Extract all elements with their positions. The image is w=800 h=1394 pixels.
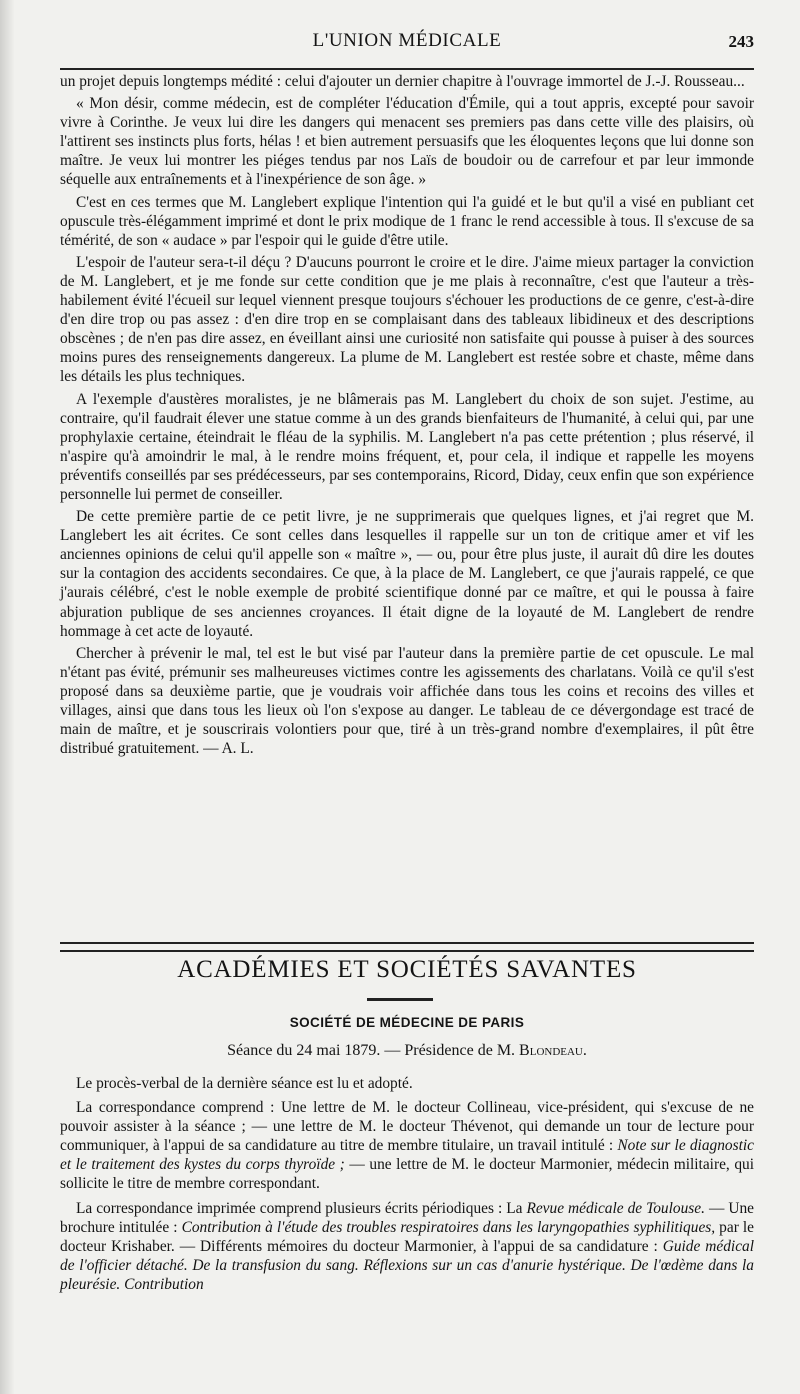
header-rule — [60, 68, 754, 70]
correspondence-text: — Une brochure intitulée : — [60, 1199, 754, 1236]
brochure-title: Contribution à l'étude des troubles respiratoires dans les laryngopathies syphilitiques, — [181, 1218, 716, 1236]
review-paragraph: un projet depuis longtemps médité : celui d'ajouter un dernier chapitre à l'ouvrage immortel de J.-J. Rousseau... — [60, 73, 745, 90]
correspondence-text: — une lettre de M. le docteur Marmonier, médecin militaire, qui sollicite le titre de membre correspondant. — [60, 1156, 754, 1193]
title-rule — [367, 998, 433, 1001]
minutes-paragraph — [60, 1199, 754, 1294]
memoir-titles: Guide médical de l'officier détaché. De la transfusion du sang. Réflexions sur un cas d'anurie hystérique. De l'œdème dans la pleurésie. Contribution — [60, 1237, 754, 1293]
page-header — [60, 30, 754, 64]
journal-title: Revue médicale de Toulouse. — [526, 1199, 705, 1217]
correspondence-text: La correspondance comprend : Une lettre de M. le docteur Collineau, vice-président, qui s'excuse de ne pouvoir assister à la séance ; — une lettre de M. le docteur Thévenot, qui demande un tour de lecture pour communiquer, à l'appui de sa candidature au titre de membre titulaire, un travail intitulé : — [60, 1099, 754, 1155]
work-title: Note sur le diagnostic et le traitement des kystes du corps thyroïde ; — [60, 1137, 754, 1174]
session-line — [60, 1042, 754, 1060]
review-paragraph: De cette première partie de ce petit livre, je ne supprimerais que quelques lignes, et j'ai regret que M. Langlebert les ait écrites. Ce sont celles dans lesquelles il rappelle sur un ton de critique amer et vif les anciennes opinions de celui qu'il appelle son « maître », — ou, pour être plus juste, il aurait dû dire les doutes sur la contagion des accidents secondaires. Ce que, à la place de M. Langlebert, ce que j'aurais rappelé, ce que j'aurais célébré, c'est le noble exemple de probité scientifique donné par ce maître, et qui le poussa à faire abjuration publique de ses anciennes croyances. Il était digne de la loyauté de M. Langlebert de rendre hommage à cet acte de loyauté. — [60, 508, 754, 640]
page-number: 243 — [728, 32, 754, 51]
session-date: Séance du 24 mai 1879. — Présidence de M. — [227, 1042, 516, 1059]
society-name: SOCIÉTÉ DE MÉDECINE DE PARIS — [289, 1015, 525, 1030]
running-title: L'UNION MÉDICALE — [312, 30, 502, 51]
review-paragraph: L'espoir de l'auteur sera-t-il déçu ? D'aucuns pourront le croire et le dire. J'aime mieux partager la conviction de M. Langlebert, et je me fonde sur cette condition que je me plais à reconnaître, c'est que l'auteur a très-habilement évité l'écueil sur lequel viennent presque toujours s'échouer les productions de ce genre, c'est-à-dire d'en dire trop ou pas assez : d'en dire trop en se complaisant dans des tableaux libidineux et des descriptions obscènes ; de n'en pas dire assez, en éveillant ainsi une curiosité non satisfaite qui pousse à puiser à des sources moins pures des renseignements dangereux. La plume de M. Langlebert est restée sobre et chaste, même dans les détails les plus techniques. — [60, 253, 754, 386]
section-title: ACADÉMIES ET SOCIÉTÉS SAVANTES — [177, 956, 637, 983]
correspondence-text: La correspondance imprimée comprend plusieurs écrits périodiques : La — [76, 1199, 523, 1217]
section-divider — [60, 942, 754, 952]
correspondence-text: par le docteur Krishaber. — Différents mémoires du docteur Marmonier, à l'appui de sa candidature : — [60, 1218, 754, 1255]
book-review — [60, 72, 754, 761]
president-name: Blondeau. — [519, 1042, 587, 1059]
session-minutes — [60, 1074, 754, 1299]
minutes-paragraph: Le procès-verbal de la dernière séance est lu et adopté. — [76, 1075, 413, 1092]
review-paragraph: Chercher à prévenir le mal, tel est le but visé par l'auteur dans la première partie de cet opuscule. Le mal n'étant pas évité, prémunir ses malheureuses victimes contre les agissements des charlatans. Voilà ce qu'il s'est proposé dans sa deuxième partie, que je voudrais voir affichée dans tous les coins et recoins des villes et villages, ainsi que dans tous les lieux où l'on s'expose au danger. Le tableau de ce dévergondage est tracé de main de maître, et je souscrirais volontiers pour que, tiré à un très-grand nombre d'exemplaires, il pût être distribué gratuitement. — A. L. — [60, 644, 754, 758]
minutes-paragraph — [60, 1098, 754, 1193]
review-paragraph: « Mon désir, comme médecin, est de compléter l'éducation d'Émile, qui a tout appris, excepté pour savoir vivre à Corinthe. Je veux lui dire les dangers qui menacent ses premiers pas dans cette ville des plaisirs, où l'attirent ses instincts plus forts, hélas ! et bien autrement persuasifs que les éloquentes leçons que lui donne son maître. Je veux lui montrer les piéges tendus par nos Laïs de boudoir ou de carrefour et par leur immonde séquelle aux entraînements et à l'inexpérience de son âge. » — [60, 95, 754, 189]
review-paragraph: A l'exemple d'austères moralistes, je ne blâmerais pas M. Langlebert du choix de son sujet. J'estime, au contraire, qu'il faudrait élever une statue comme à un des grands bienfaiteurs de l'humanité, à celui qui, par une prophylaxie certaine, éteindrait le fléau de la syphilis. M. Langlebert n'a pas cette prétention ; plus réservé, il n'aspire qu'à amoindrir le mal, à le rendre moins fréquent, et, pour cela, il indique et rappelle les moyens préventifs conseillés par ses prédécesseurs, par ses contemporains, Ricord, Diday, ceux enfin que son expérience personnelle lui permet de conseiller. — [60, 390, 754, 503]
review-paragraph: C'est en ces termes que M. Langlebert explique l'intention qui l'a guidé et le but qu'il a visé en publiant cet opuscule très-élégamment imprimé et dont le prix modique de 1 franc le rend accessible à tous. Il s'excuse de sa témérité, de son « audace » par l'espoir qui le guide d'être utile. — [60, 193, 754, 249]
